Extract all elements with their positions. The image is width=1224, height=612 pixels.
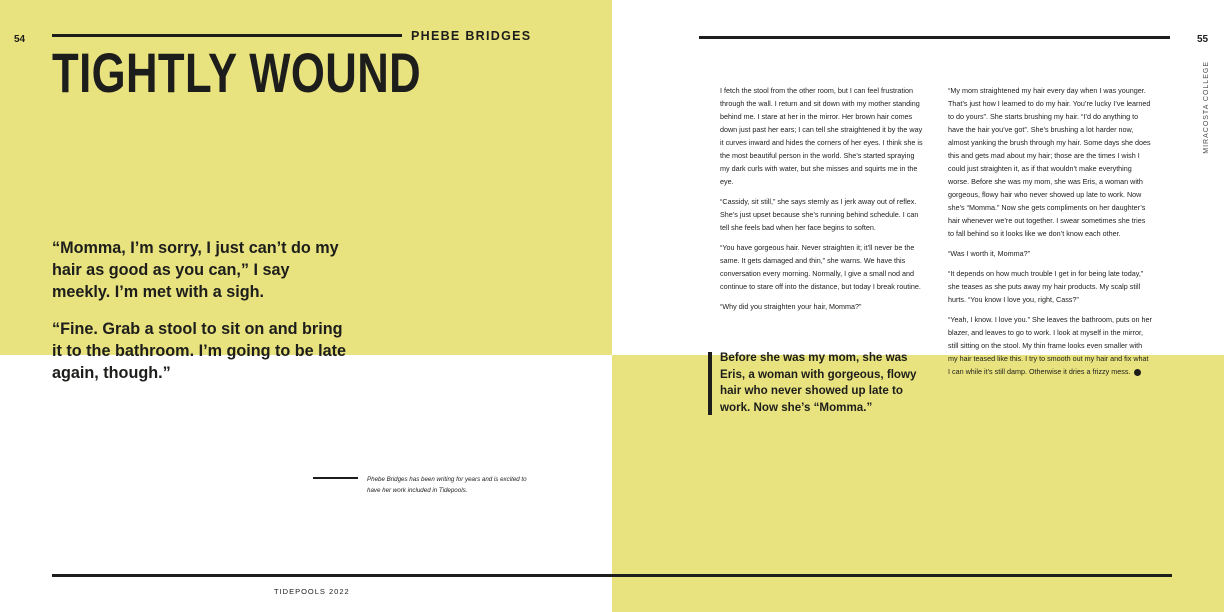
- paragraph: “Cassidy, sit still,” she says sternly as I jerk away out of reflex. She’s just upset because she’s running behind schedule. I can tell she feels bad when her face begins to soften.: [720, 197, 919, 232]
- title-rule: [52, 34, 402, 37]
- text-column-2: [948, 84, 1152, 385]
- page-number: 54: [14, 34, 26, 45]
- author-bio: Phebe Bridges has been writing for years and is excited to have her work included in Tidepools.: [367, 476, 527, 494]
- highlight-quote: Before she was my mom, she was Eris, a woman with gorgeous, flowy hair who never showed up late to work. Now she’s “Momma.”: [720, 351, 917, 414]
- highlight-bar: [708, 352, 712, 415]
- pull-quote-2: “Fine. Grab a stool to sit on and bring it to the bathroom. I’m going to be late again, though.”: [52, 320, 347, 382]
- footer-publication: TIDEPOOLS 2022: [274, 587, 350, 596]
- paragraph: “It depends on how much trouble I get in for being late today,” she teases as she puts away my hair products. My scalp still hurts. “You know I love you, right, Cass?”: [948, 269, 1144, 304]
- footer-rule: [52, 574, 612, 577]
- pull-quote-1: “Momma, I’m sorry, I just can’t do my hair as good as you can,” I say meekly. I’m met with a sigh.: [52, 239, 339, 301]
- author-name: PHEBE BRIDGES: [411, 29, 532, 43]
- text-column-1: [720, 84, 924, 320]
- paragraph: I fetch the stool from the other room, but I can feel frustration through the wall. I return and sit down with my mother standing behind me. I stare at her in the mirror. Her brown hair comes down just past her ears; I can tell she straightened it by the way it curves inward and hides the corners of her eyes. I think she is the most beautiful person in the world. She’s started spraying my dark curls with water, but she misses and squirts me in the eye.: [720, 86, 923, 186]
- paragraph: “Was I worth it, Momma?”: [948, 249, 1030, 258]
- footer-rule: [612, 574, 1172, 577]
- bio-rule: [313, 477, 358, 479]
- page-title: TIGHTLY WOUND: [52, 41, 422, 104]
- paragraph-text: “Yeah, I know. I love you.” She leaves the bathroom, puts on her blazer, and leaves to go to work. I look at myself in the mirror, still sitting on the stool. My thin frame looks even smaller with my hair teased like this. I try to smooth out my hair and fix what I can while it’s still damp. Otherwise it dries a frizzy mess.: [948, 315, 1152, 376]
- page-number: 55: [1197, 34, 1209, 45]
- paragraph: “You have gorgeous hair. Never straighten it; it’ll never be the same. It gets damaged and thin,” she warns. We have this conversation every morning. Normally, I give a small nod and continue to stare off into the distance, but today I break routine.: [720, 243, 921, 291]
- end-mark-icon: [1134, 369, 1141, 376]
- college-label: MIRACOSTA COLLEGE: [1203, 61, 1210, 154]
- paragraph: “My mom straightened my hair every day when I was younger. That’s just how I learned to do my hair. You’re lucky I’ve learned to do yours”. She starts brushing my hair. “I’d do anything to have the hair you’ve got”. She’s brushing a lot harder now, almost yanking the brush through my hair. Some days she does this and gets mad about my hair; those are the times I wish I could just straighten it, as if that wouldn’t make everything worse. Before she was my mom, she was Eris, a woman with gorgeous, flowy hair who never showed up late to work. Now she’s “Momma.” Now she gets compliments on her daughter’s hair whenever we’re out together. I swear sometimes she tries to fall behind so it looks like we don’t know each other.: [948, 86, 1151, 238]
- paragraph: “Why did you straighten your hair, Momma?”: [720, 302, 862, 311]
- last-paragraph: [948, 313, 1152, 378]
- header-rule: [699, 36, 1170, 39]
